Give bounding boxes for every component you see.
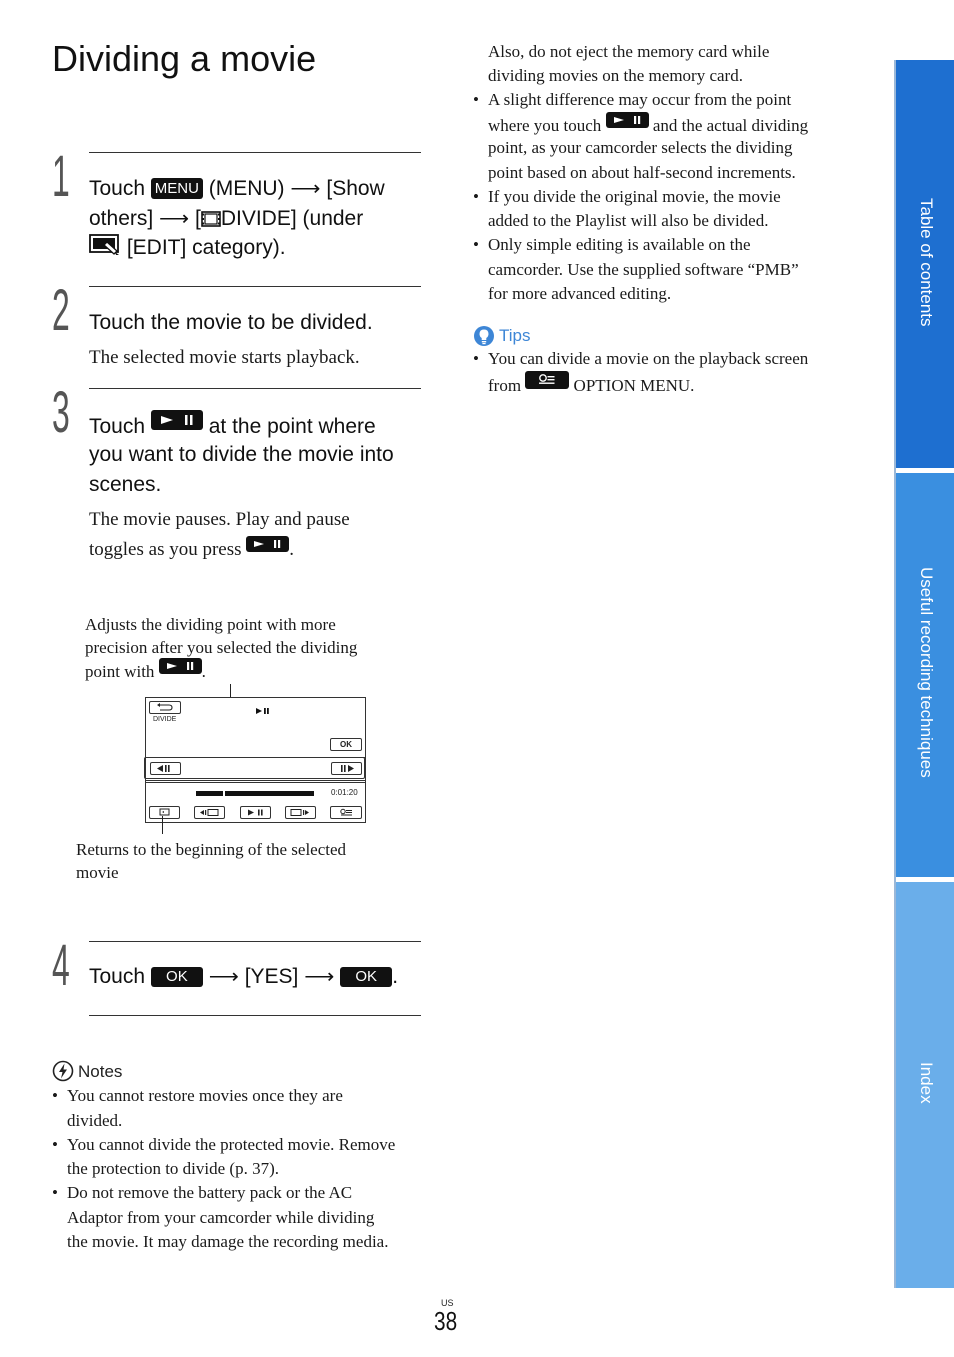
camera-screen (145, 697, 366, 823)
right-b3-line-2: camcorder. Use the supplied software “PMB” (488, 260, 799, 279)
note-2-line-1: You cannot divide the protected movie. Remove (67, 1135, 396, 1154)
sidebar-edge (894, 60, 896, 1288)
right-b3-line-1: Only simple editing is available on the (488, 235, 751, 254)
ok-button-icon: OK (151, 967, 203, 987)
menu-button-icon: MENU (151, 178, 203, 199)
right-b3-line-3: for more advanced editing. (488, 284, 672, 303)
step-number: 4 (52, 933, 70, 998)
step-number: 3 (52, 380, 70, 445)
divide-label: DIVIDE (153, 716, 177, 723)
step-number: 2 (52, 278, 70, 343)
bullet-icon: • (473, 235, 479, 254)
step-1-line-2: others] ⟶ [ DIVIDE] (under (89, 207, 364, 230)
tab-label: Index (917, 1062, 936, 1104)
bullet-icon: • (473, 187, 479, 206)
play-pause-status-icon (254, 703, 274, 721)
right-b1-line-2: where you touch and the actual dividing (488, 112, 808, 138)
playhead (223, 791, 225, 796)
step-3-sub-2: toggles as you press . (89, 536, 294, 562)
page-number: 38 (434, 1306, 458, 1336)
step-4-line: Touch OK ⟶ [YES] ⟶ OK . (89, 965, 399, 988)
frame-back-button[interactable] (150, 762, 181, 775)
tab-label: Table of contents (917, 198, 936, 327)
callout-top-line-2: precision after you selected the dividing (85, 638, 358, 657)
frame-forward-button[interactable] (331, 762, 362, 775)
bullet-icon: • (52, 1183, 58, 1202)
step-2-text: Touch the movie to be divided. (89, 311, 373, 334)
tab-label: Useful recording techniques (917, 567, 936, 778)
callout-bottom-line-2: movie (76, 863, 119, 882)
ok-button[interactable]: OK (330, 738, 362, 751)
note-3-line-1: Do not remove the battery pack or the AC (67, 1183, 353, 1202)
page-title: Dividing a movie (52, 38, 317, 79)
step-number: 1 (52, 144, 70, 209)
tips-heading: Tips (499, 326, 531, 345)
notes-heading: Notes (78, 1062, 123, 1081)
play-pause-icon (159, 658, 202, 674)
start-of-movie-button[interactable] (149, 806, 180, 819)
arrow-right-icon: ⟶ (159, 207, 190, 230)
tab-useful-recording-techniques[interactable] (896, 473, 954, 877)
right-b2-line-1: If you divide the original movie, the movie (488, 187, 781, 206)
bullet-icon: • (52, 1086, 58, 1105)
right-cont-line-1: Also, do not eject the memory card while (488, 42, 770, 61)
play-pause-icon (606, 112, 649, 128)
note-3-line-2: Adaptor from your camcorder while dividing (67, 1208, 375, 1227)
arrow-right-icon: ⟶ (290, 177, 321, 200)
step-divider (89, 286, 421, 287)
step-3-line-2: you want to divide the movie into (89, 443, 394, 466)
step-divider (89, 1015, 421, 1016)
step-1-line-1: Touch MENU (MENU) ⟶ [Show (89, 177, 385, 200)
callout-top-line-3: point with . (85, 658, 206, 684)
right-b1-line-3: point, as your camcorder selects the dividing (488, 138, 793, 157)
option-button[interactable] (330, 806, 362, 819)
arrow-right-icon: ⟶ (208, 965, 239, 988)
tab-table-of-contents[interactable] (896, 60, 954, 468)
step-3-line-1: Touch at the point where (89, 410, 376, 441)
step-divider (89, 388, 421, 389)
right-b2-line-2: added to the Playlist will also be divided. (488, 211, 769, 230)
arrow-right-icon: ⟶ (304, 965, 335, 988)
note-1-line-1: You cannot restore movies once they are (67, 1086, 343, 1105)
region-code: US (441, 1298, 454, 1308)
play-pause-icon (151, 410, 203, 430)
bullet-icon: • (52, 1135, 58, 1154)
note-3-line-3: the movie. It may damage the recording media. (67, 1232, 389, 1251)
step-3-line-3: scenes. (89, 473, 162, 496)
option-menu-icon (525, 371, 569, 389)
bullet-icon: • (473, 349, 479, 368)
back-icon[interactable] (149, 701, 181, 714)
edit-category-icon (89, 234, 121, 256)
callout-bottom-line-1: Returns to the beginning of the selected (76, 840, 347, 859)
step-divider (89, 941, 421, 942)
previous-scene-button[interactable] (194, 806, 225, 819)
callout-line-bottom (162, 816, 163, 834)
note-1-line-2: divided. (67, 1111, 123, 1130)
ok-button-icon: OK (340, 967, 392, 987)
right-b1-line-4: point based on about half-second increments. (488, 163, 796, 182)
note-2-line-2: the protection to divide (p. 37). (67, 1159, 279, 1178)
tip-line-2: from OPTION MENU. (488, 371, 694, 398)
step-3-sub-1: The movie pauses. Play and pause (89, 509, 350, 530)
right-cont-line-2: dividing movies on the memory card. (488, 66, 743, 85)
screen-play-pause-button[interactable] (240, 806, 271, 819)
bullet-icon: • (473, 90, 479, 109)
callout-top-line-1: Adjusts the dividing point with more (85, 615, 336, 634)
step-2-sub: The selected movie starts playback. (89, 347, 360, 368)
timecode: 0:01:20 (331, 788, 358, 797)
progress-bar (196, 791, 314, 796)
tab-index[interactable] (896, 882, 954, 1288)
play-pause-icon (246, 536, 289, 552)
tip-line-1: You can divide a movie on the playback screen (488, 349, 809, 368)
right-b1-line-1: A slight difference may occur from the point (488, 90, 792, 109)
step-divider (89, 152, 421, 153)
notes-icon (52, 1060, 74, 1087)
next-scene-button[interactable] (285, 806, 316, 819)
film-icon (201, 206, 221, 222)
step-1-line-3: [EDIT] category). (89, 233, 286, 262)
